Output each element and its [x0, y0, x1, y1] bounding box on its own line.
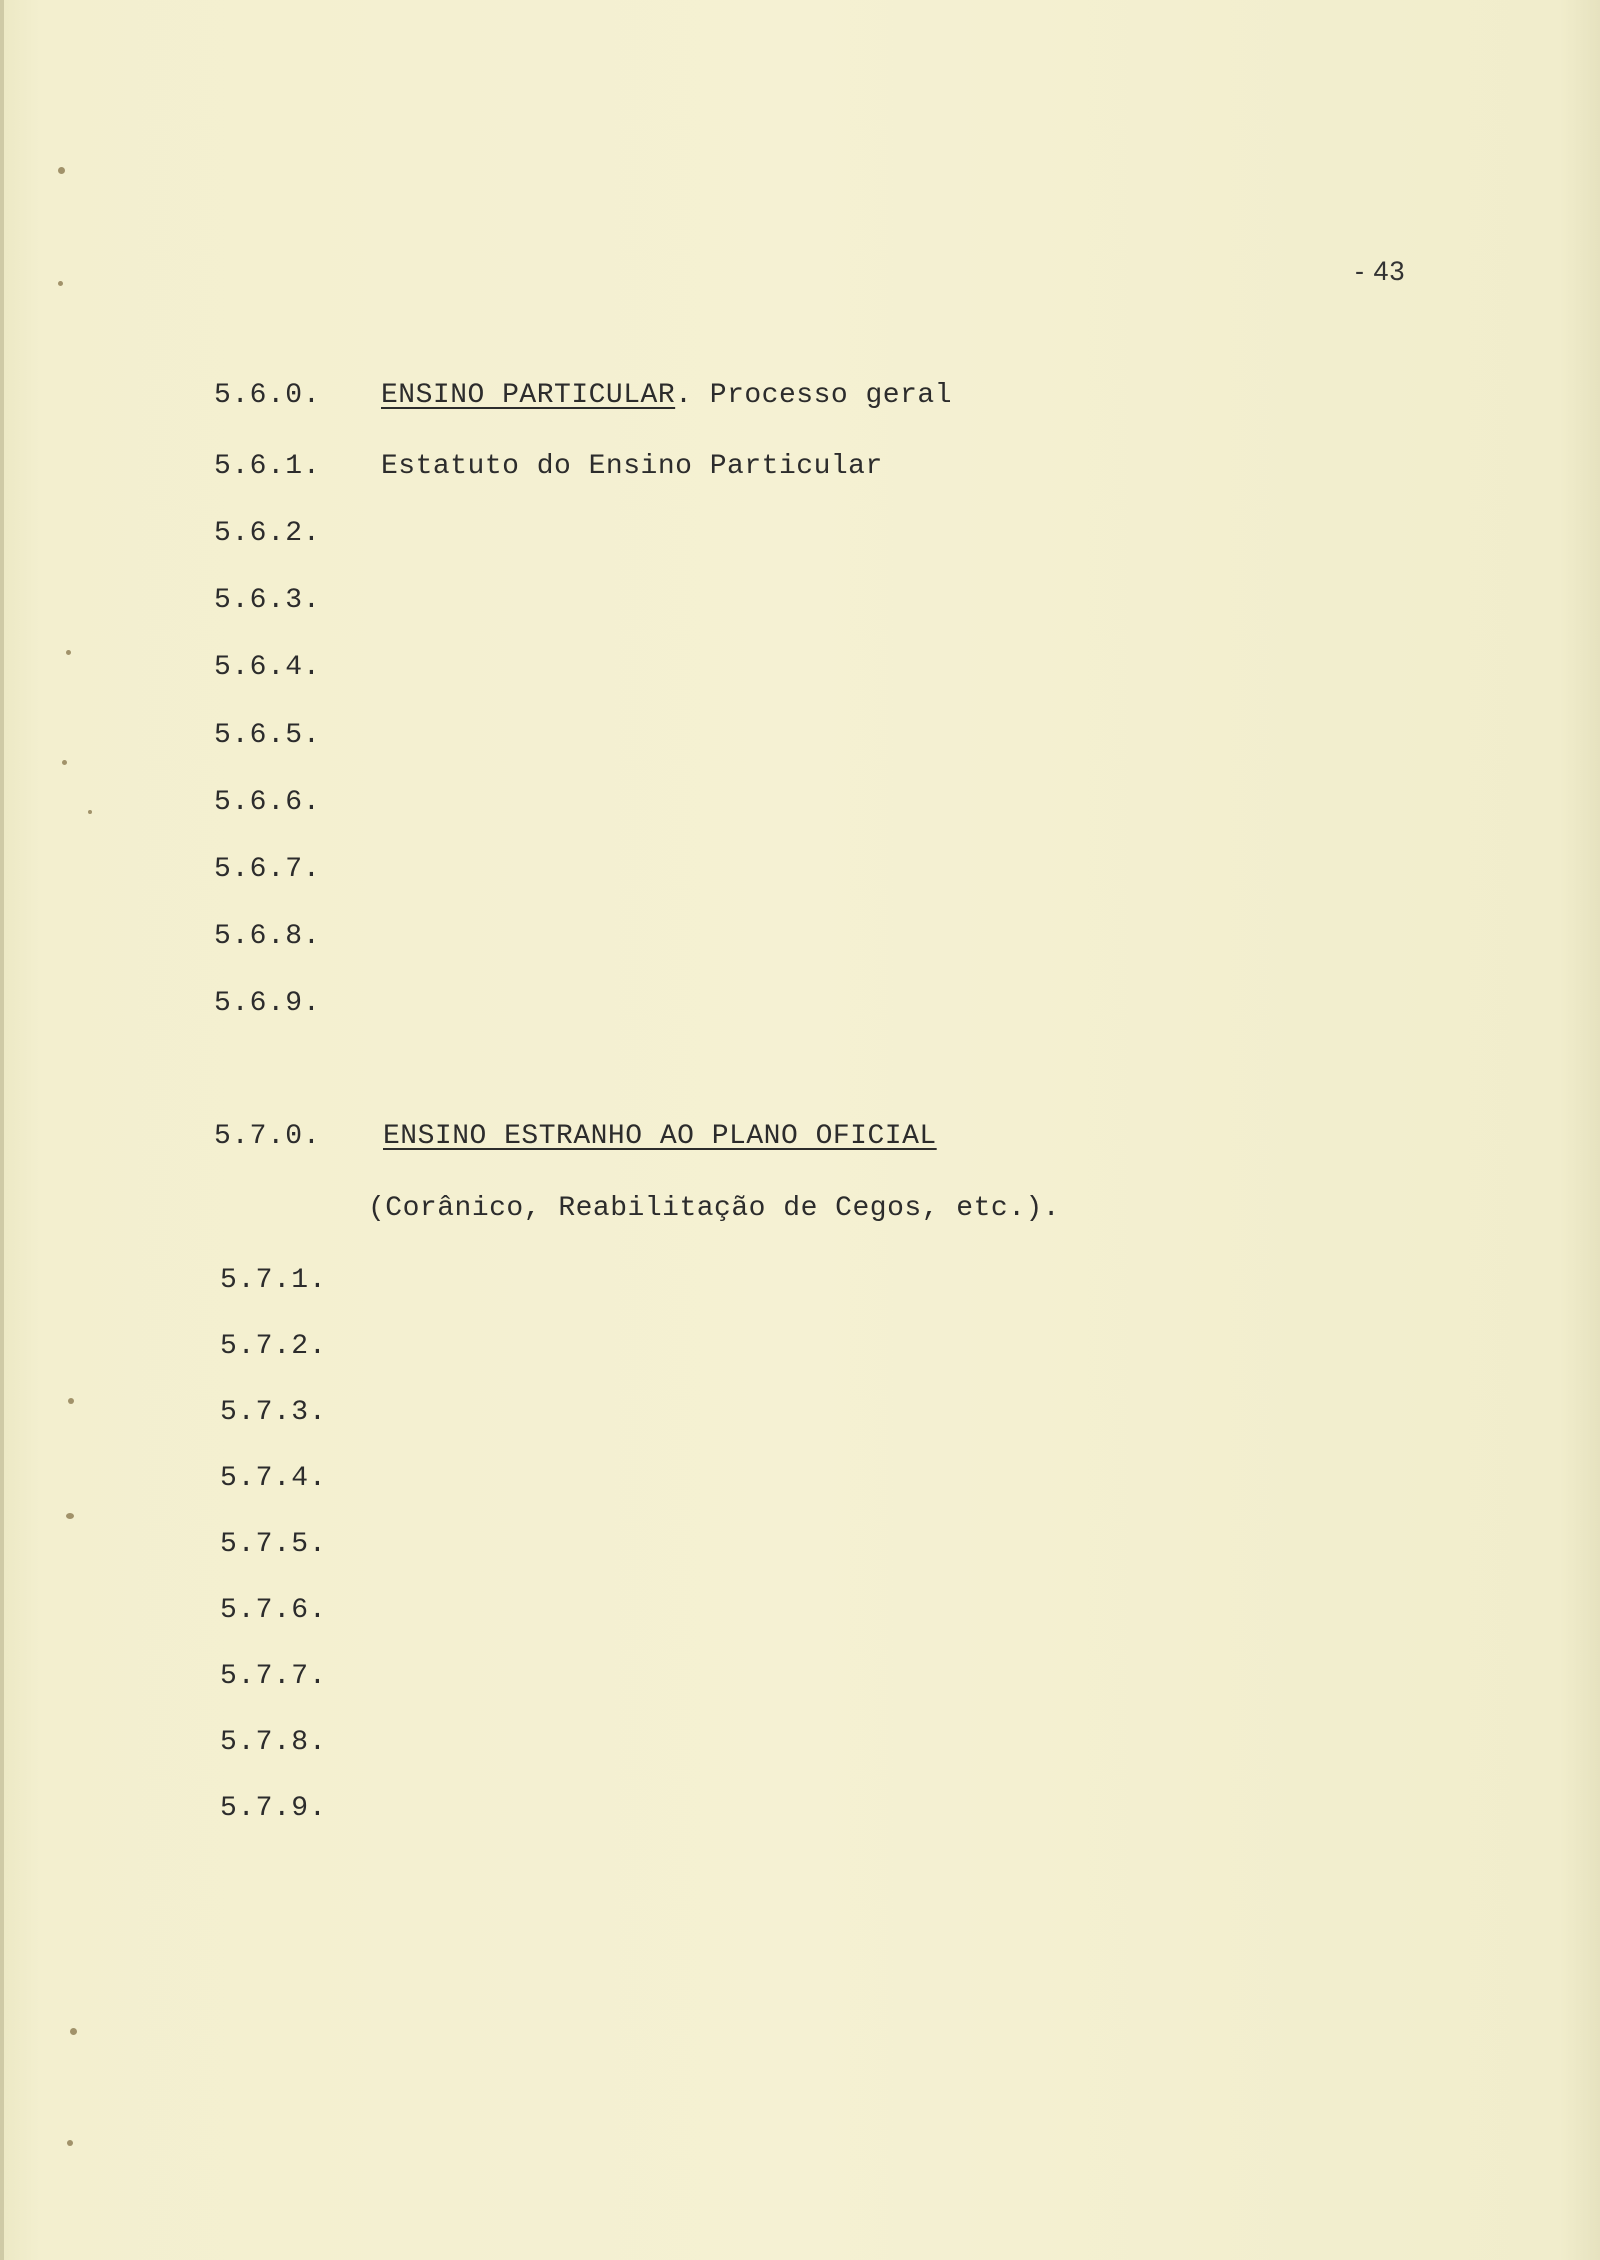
item-number: 5.6.4. — [214, 652, 321, 683]
item-number: 5.6.2. — [214, 518, 321, 549]
item-number: 5.7.6. — [220, 1595, 327, 1626]
section-title-rest: . Processo geral — [675, 380, 952, 411]
punch-mark — [62, 760, 67, 765]
section-header-label — [381, 376, 952, 416]
punch-mark — [66, 650, 71, 655]
item-number: 5.6.7. — [214, 854, 321, 885]
section-title: ENSINO PARTICULAR — [381, 380, 676, 411]
item-number: 5.7.9. — [220, 1793, 327, 1824]
item-number: 5.7.7. — [220, 1661, 327, 1692]
item-number: 5.6.0. — [214, 380, 321, 411]
punch-mark — [58, 281, 63, 286]
item-number: 5.6.8. — [214, 921, 321, 952]
item-number: 5.6.1. — [214, 451, 321, 482]
item-number: 5.6.9. — [214, 988, 321, 1019]
item-number: 5.7.1. — [220, 1265, 327, 1296]
punch-mark — [67, 2140, 73, 2146]
section-title: ENSINO ESTRANHO AO PLANO OFICIAL — [383, 1121, 937, 1152]
item-number: 5.7.5. — [220, 1529, 327, 1560]
item-number: 5.7.2. — [220, 1331, 327, 1362]
section-header-label — [383, 1117, 937, 1157]
item-number: 5.6.6. — [214, 787, 321, 818]
item-number: 5.7.4. — [220, 1463, 327, 1494]
paper-left-edge — [0, 0, 4, 2260]
page-number: - 43 — [1355, 256, 1406, 286]
punch-mark — [66, 1513, 74, 1519]
item-number: 5.6.5. — [214, 720, 321, 751]
item-number: 5.6.3. — [214, 585, 321, 616]
punch-mark — [88, 810, 92, 814]
item-number: 5.7.8. — [220, 1727, 327, 1758]
item-label: Estatuto do Ensino Particular — [381, 451, 883, 482]
punch-mark — [58, 167, 65, 174]
item-number: 5.7.3. — [220, 1397, 327, 1428]
punch-mark — [68, 1398, 74, 1404]
item-number: 5.7.0. — [214, 1121, 321, 1152]
section-subtitle: (Corânico, Reabilitação de Cegos, etc.). — [368, 1193, 1061, 1224]
punch-mark — [70, 2028, 77, 2035]
